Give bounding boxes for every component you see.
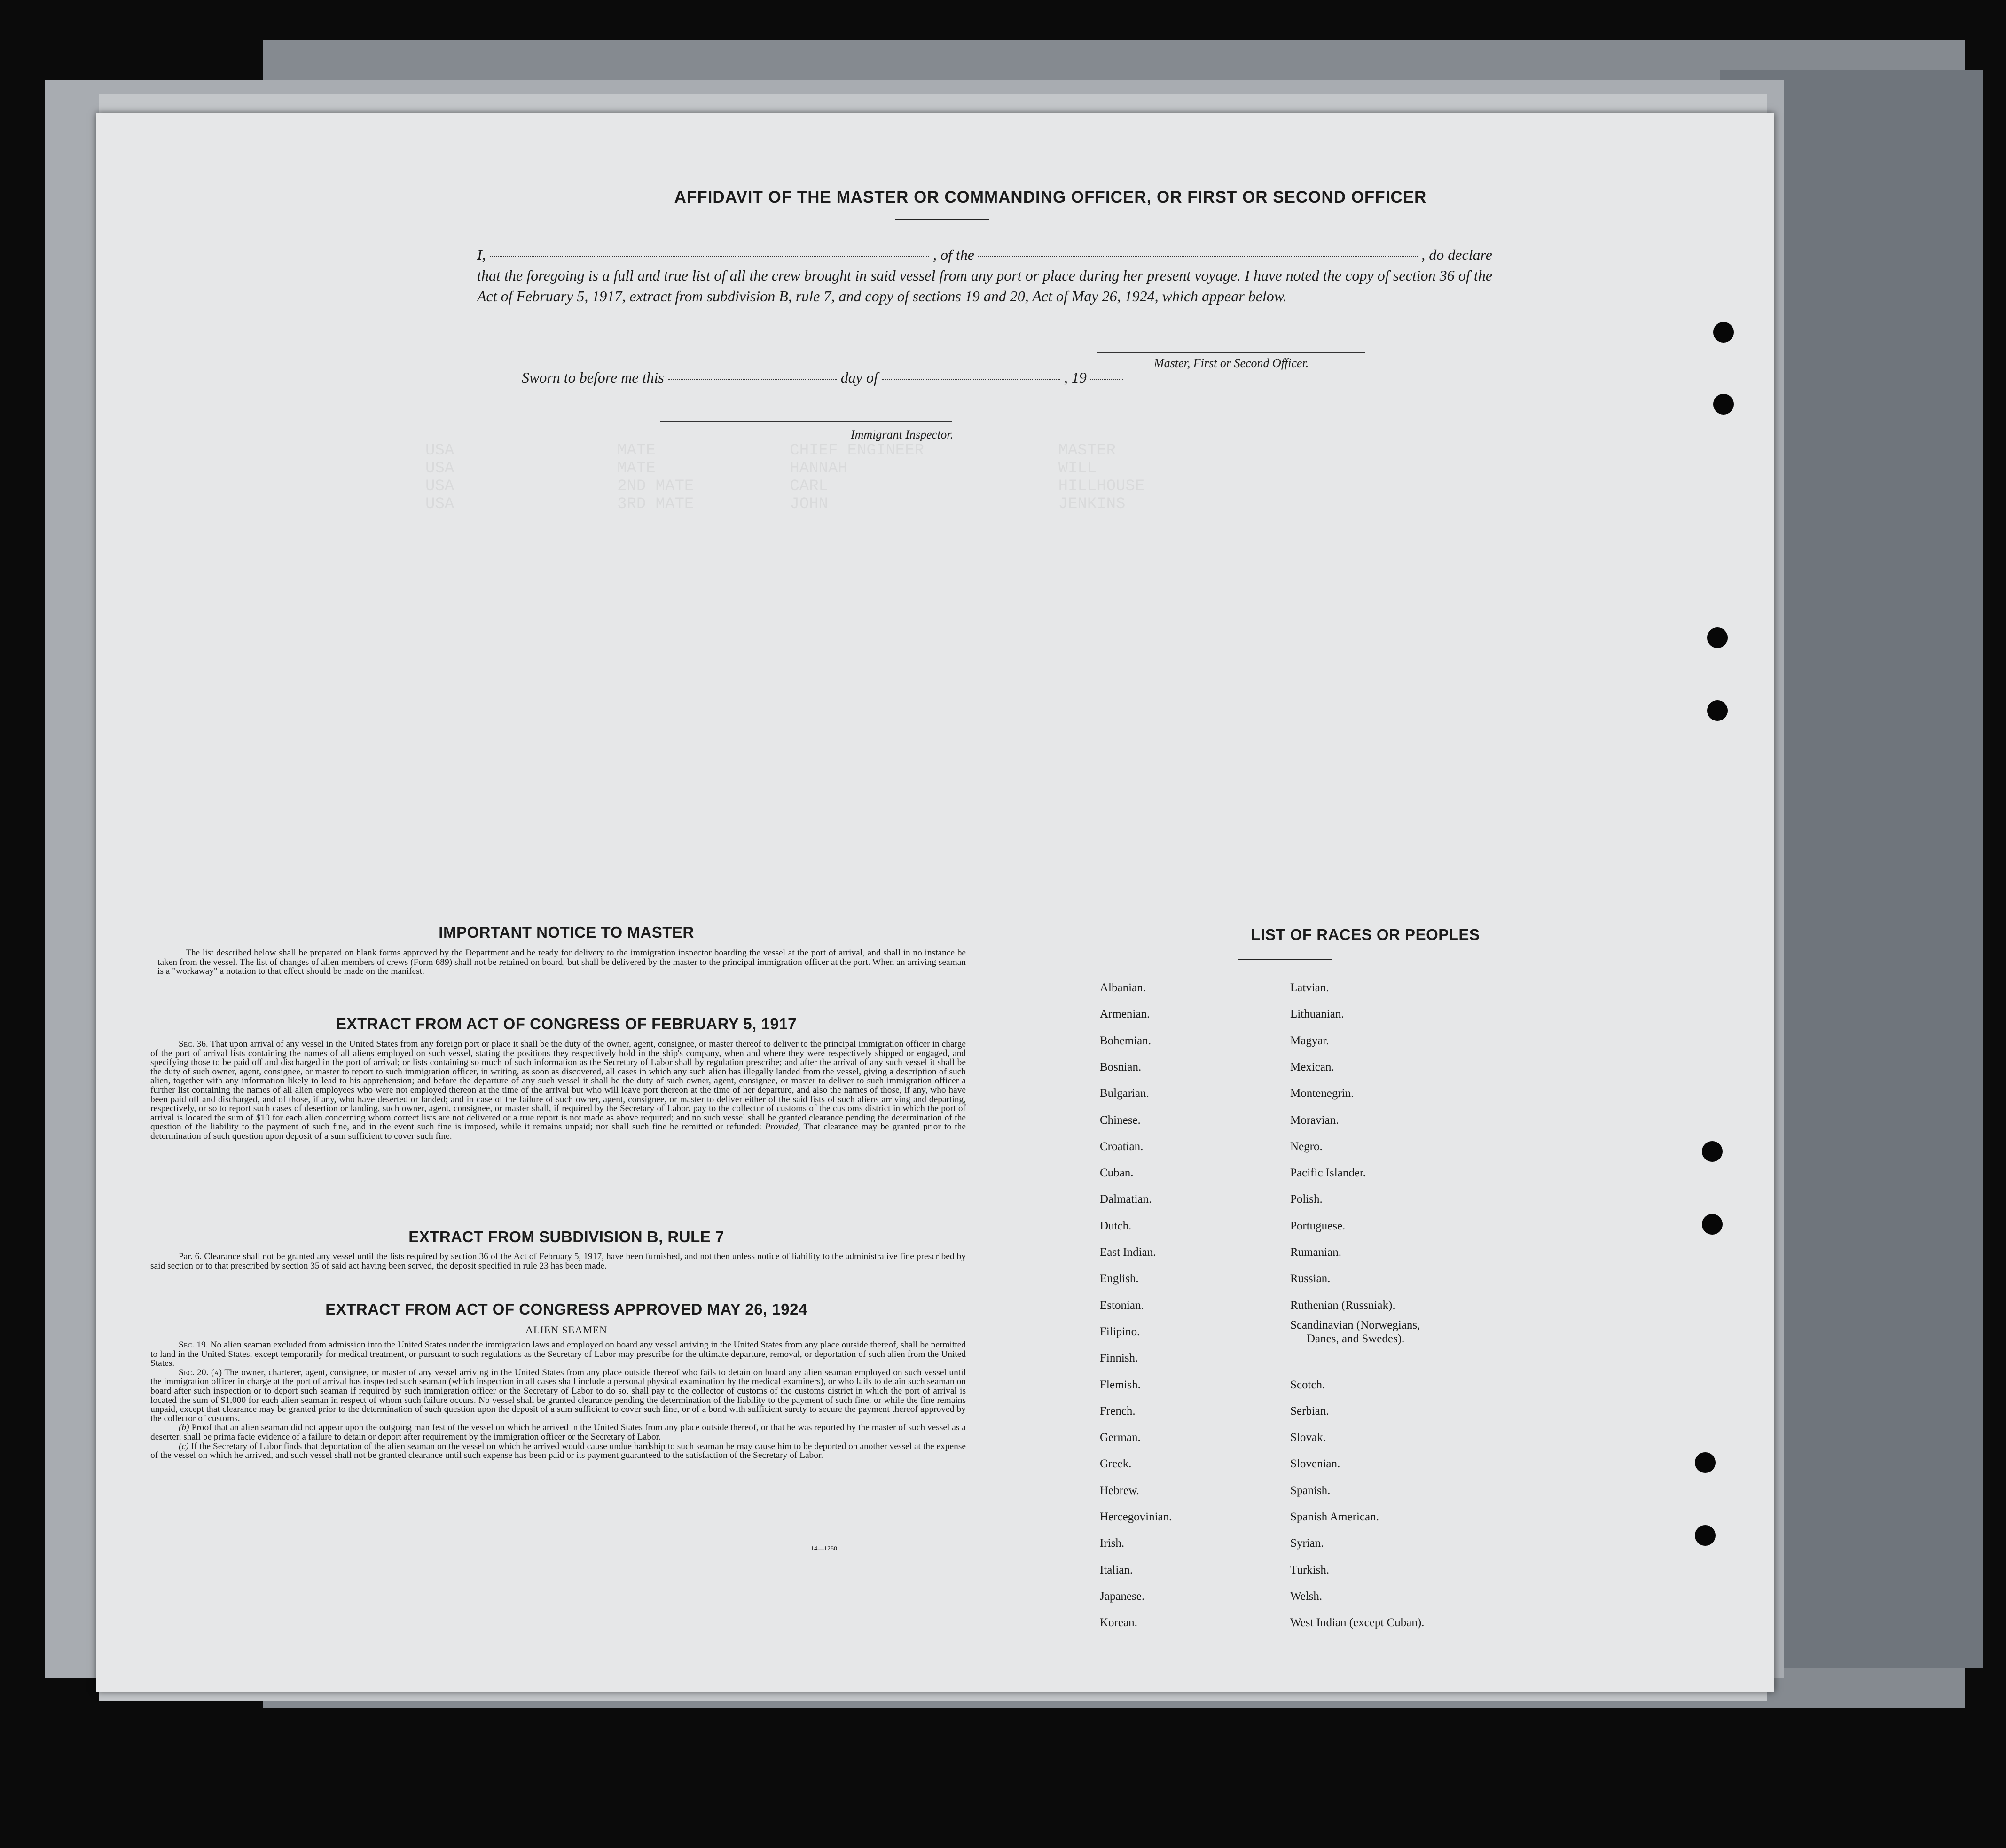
race-item: Latvian. xyxy=(1290,981,1329,994)
race-item: Bulgarian. xyxy=(1100,1087,1149,1100)
extract-1924-text: Sec. 19. No alien seaman excluded from admission into the United States under the immigration laws and employed on board any vessel arriving in the United States from any place outside thereof, shall be permitted to land in the United States, except temporarily for medical treatment, or pursuant to such regulations as the Secretary of Labor may prescribe for the ultimate departure, removal, or deportation of such alien from the United States. Sec. 20. (a) The owner, charterer, agent, consignee, or master of any vessel arriving in the United States from any place outside thereof who fails to detain on board any alien seaman employed on such vessel until the immigration officer in charge at the port of arrival has inspected such seaman (which inspection in all cases shall include a personal physical examination by the medical examiners), or who fails to detain such seaman on board after such inspection or to deport such seaman if required by such immigration officer or the Secretary of Labor to do so, shall pay to the collector of customs of the customs district in which the port of arrival is located the sum of $1,000 for each alien seaman in respect of whom such failure occurs. No vessel shall be granted clearance pending the determination of the liability to the payment of such fine, or while the fine remains unpaid, except that clearance may be granted prior to the determination of such question upon the deposit of a sum sufficient to cover such fine, or of a bond with sufficient surety to secure the payment thereof approved by the collector of customs. (b) Proof that an alien seaman did not appear upon the outgoing manifest of the vessel on which he arrived in the United States from any place outside thereof, or that he was reported by the master of such vessel as a deserter, shall be prima facie evidence of a failure to detain or deport after requirement by the immigration officer or the Secretary of Labor. (c) If the Secretary of Labor finds that deportation of the alien seaman on the vessel on which he arrived would cause undue hardship to such seaman he may cause him to be deported on another vessel at the expense of the vessel on which he arrived, and such vessel shall not be granted clearance until such expense has been paid or its payment guaranteed to the satisfaction of the Secretary of Labor. xyxy=(150,1340,966,1461)
race-item: Chinese. xyxy=(1100,1113,1141,1127)
binder-hole xyxy=(1702,1141,1723,1162)
race-item: Montenegrin. xyxy=(1290,1087,1354,1100)
sworn-month-field[interactable] xyxy=(882,379,1060,380)
race-item: Flemish. xyxy=(1100,1378,1141,1391)
binder-hole xyxy=(1702,1214,1723,1235)
race-item: Greek. xyxy=(1100,1457,1132,1471)
race-item: Magyar. xyxy=(1290,1034,1329,1047)
name-field[interactable] xyxy=(490,256,929,257)
binder-hole xyxy=(1695,1525,1716,1546)
race-item: Scotch. xyxy=(1290,1378,1325,1391)
sworn-day-field[interactable] xyxy=(668,379,837,380)
race-item: Cuban. xyxy=(1100,1167,1134,1180)
race-item: Rumanian. xyxy=(1290,1246,1342,1259)
race-item: East Indian. xyxy=(1100,1246,1156,1259)
signature-caption: Master, First or Second Officer. xyxy=(1154,356,1309,370)
vessel-field[interactable] xyxy=(978,256,1418,257)
race-item: Russian. xyxy=(1290,1272,1331,1285)
race-item: Polish. xyxy=(1290,1193,1323,1206)
race-item: Italian. xyxy=(1100,1563,1133,1576)
race-item: Hercegovinian. xyxy=(1100,1511,1172,1523)
race-item: West Indian (except Cuban). xyxy=(1290,1616,1425,1629)
races-title: LIST OF RACES OR PEOPLES xyxy=(1251,926,1480,943)
show-through-text: USA MATE CHIEF ENGINEER MASTER USA MATE HANNAH WILL USA 2ND MATE CARL HILLHOUSE USA 3RD MATE JOHN JENKINS xyxy=(425,442,1145,513)
rule7-title: EXTRACT FROM SUBDIVISION B, RULE 7 xyxy=(408,1228,724,1245)
manifest-back-page xyxy=(96,113,1774,1692)
affidavit-declaration: that the foregoing is a full and true list of all the crew brought in said vessel from any port or place during her present voyage. I have noted the copy of section 36 of the Act of February 5, 1917, extract from subdivision B, rule 7, and copy of sections 19 and 20, Act of May 26, 1924, which appear below. xyxy=(477,267,1492,305)
form-number: 14—1260 xyxy=(811,1545,837,1552)
race-item: Dalmatian. xyxy=(1100,1193,1152,1206)
sworn-line xyxy=(522,369,1133,386)
binder-hole xyxy=(1713,394,1734,415)
race-item: Filipino. xyxy=(1100,1325,1140,1338)
race-item: Negro. xyxy=(1290,1140,1323,1153)
affidavit-i: I, xyxy=(477,246,486,263)
race-item: Bohemian. xyxy=(1100,1034,1152,1047)
affidavit-do-declare: , do declare xyxy=(1421,246,1492,263)
race-item: Serbian. xyxy=(1290,1404,1329,1417)
notice-text: The list described below shall be prepared on blank forms approved by the Department and be ready for delivery to the immigration inspector boarding the vessel at the port of arrival, and shall in no instance be taken from the vessel. The list of changes of alien members of crews (Form 689) shall not be retained on board, but shall be delivered by the master to the principal immigration officer at the port. When an arriving seaman is a "workaway" a notation to that effect should be made on the manifest. xyxy=(157,948,966,977)
race-item: Finnish. xyxy=(1100,1352,1138,1365)
race-item: Japanese. xyxy=(1100,1590,1145,1603)
race-item: Welsh. xyxy=(1290,1590,1323,1603)
binder-hole xyxy=(1695,1452,1716,1473)
inspector-caption: Immigrant Inspector. xyxy=(851,428,954,441)
race-item: Estonian. xyxy=(1100,1299,1144,1312)
sworn-start: Sworn to before me this xyxy=(522,369,664,386)
race-item: Moravian. xyxy=(1290,1113,1339,1127)
alien-seamen-heading: ALIEN SEAMEN xyxy=(525,1324,607,1336)
sec-36-label: Sec. 36. xyxy=(179,1039,208,1049)
race-item: Mexican. xyxy=(1290,1060,1334,1073)
race-scandinavian: Scandinavian (Norwegians, Danes, and Swedes). xyxy=(1290,1319,1420,1345)
sworn-day-of: day of xyxy=(840,369,878,386)
sworn-year: , 19 xyxy=(1064,369,1087,386)
race-item: Korean. xyxy=(1100,1616,1137,1629)
master-signature-line[interactable] xyxy=(1097,352,1365,353)
race-item: Spanish American. xyxy=(1290,1511,1379,1523)
race-item: Dutch. xyxy=(1100,1219,1132,1232)
notice-title: IMPORTANT NOTICE TO MASTER xyxy=(439,924,694,941)
race-item: Portuguese. xyxy=(1290,1219,1346,1232)
race-item: Hebrew. xyxy=(1100,1484,1139,1497)
rule7-text: Par. 6. Clearance shall not be granted any vessel until the lists required by section 36 of the Act of February 5, 1917, have been furnished, and not then unless notice of liability to the administrative fine prescribed by said section or to that prescribed by section 35 of said act having been served, the deposit specified in rule 23 has been made. xyxy=(150,1252,966,1271)
race-item: Lithuanian. xyxy=(1290,1008,1344,1021)
race-item: Armenian. xyxy=(1100,1008,1150,1021)
extract-1917-text: Sec. 36. That upon arrival of any vessel in the United States from any foreign port or place it shall be the duty of the owner, agent, consignee, or master thereof to deliver to the principal immigration officer in charge of the port of arrival lists containing the names of all aliens employed on such vessel, stating the positions they respectively hold in the ship's company, when and where they were respectively shipped or engaged, and specifying those to be paid off and discharged in the port of arrival; or lists containing so much of such information as the Secretary of Labor shall by regulation prescribe; and after the arrival of any such vessel it shall be the duty of such owner, agent, consignee, or master to report to such immigration officer, in writing, as soon as discovered, all cases in which any such alien has illegally landed from the vessel, giving a description of such alien, together with any information likely to lead to his apprehension; and before the departure of any such vessel it shall be the duty of such owner, agent, consignee, or master to deliver to such immigration officer a further list containing the names of all alien employees who were not employed thereon at the time of the arrival but who will leave port thereon at the time of her departure, and also the names of those, if any, who have been paid off and discharged, and of those, if any, who have deserted or landed; and in case of the failure of such owner, agent, consignee, or master to deliver either of the said lists of such aliens arriving and departing, respectively, or so to report such cases of desertion or landing, such owner, agent, consignee, or master shall, if required by the Secretary of Labor, pay to the collector of customs of the customs district in which the port of arrival is located the sum of $10 for each alien concerning whom correct lists are not delivered or a true report is not made as above required; and no such vessel shall be granted clearance pending the determination of the question of the liability to the payment of such fine, and in the event such fine is imposed, while it remains unpaid; nor shall such fine be remitted or refunded: Provided, That clearance may be granted prior to the determination of such question upon deposit of a sum sufficient to cover such fine. xyxy=(150,1039,966,1141)
race-item: Syrian. xyxy=(1290,1537,1324,1550)
race-item: Pacific Islander. xyxy=(1290,1167,1366,1180)
race-item: Spanish. xyxy=(1290,1484,1331,1497)
race-item: German. xyxy=(1100,1431,1141,1444)
extract-1924-title: EXTRACT FROM ACT OF CONGRESS APPROVED MAY 26, 1924 xyxy=(325,1300,807,1318)
binder-hole xyxy=(1707,700,1728,721)
binder-hole xyxy=(1707,627,1728,648)
affidavit-of-the: , of the xyxy=(932,246,974,263)
race-item: Croatian. xyxy=(1100,1140,1144,1153)
race-item: Irish. xyxy=(1100,1537,1125,1550)
race-item: Slovak. xyxy=(1290,1431,1326,1444)
affidavit-body xyxy=(477,244,1492,306)
extract-1917-title: EXTRACT FROM ACT OF CONGRESS OF FEBRUARY 5, 1917 xyxy=(336,1015,797,1033)
race-item: Turkish. xyxy=(1290,1563,1330,1576)
affidavit-title: AFFIDAVIT OF THE MASTER OR COMMANDING OFFICER, OR FIRST OR SECOND OFFICER xyxy=(674,188,1427,206)
race-item: Bosnian. xyxy=(1100,1060,1142,1073)
sworn-year-field[interactable] xyxy=(1090,379,1123,380)
race-item: Albanian. xyxy=(1100,981,1146,994)
races-title-rule xyxy=(1238,959,1332,960)
binder-hole xyxy=(1713,322,1734,343)
race-item: English. xyxy=(1100,1272,1139,1285)
race-item: French. xyxy=(1100,1404,1136,1417)
title-rule xyxy=(895,219,989,220)
race-item: Ruthenian (Russniak). xyxy=(1290,1299,1395,1312)
race-item: Slovenian. xyxy=(1290,1457,1340,1471)
inspector-signature-line[interactable] xyxy=(660,421,952,422)
